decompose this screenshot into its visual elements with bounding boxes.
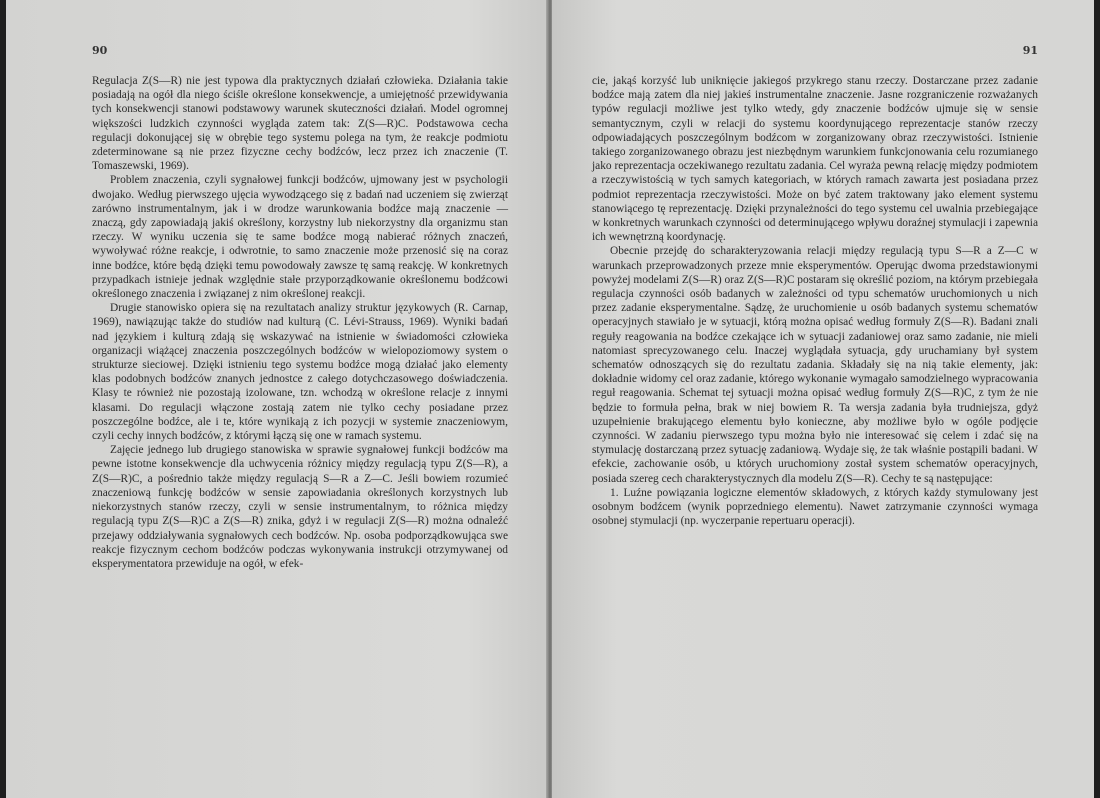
- page-number-left: 90: [92, 44, 108, 57]
- paragraph: Drugie stanowisko opiera się na rezultatach analizy struktur językowych (R. Carnap, 1969), nawiązując także do studiów nad kulturą (C. Lévi-Strauss, 1969). Wyniki badań nad językiem i kulturą zdają się wskazywać na istnienie w świadomości człowieka organizacji wiążącej znaczenia poszczególnych bodźców w wielopoziomowy system o strukturze sieciowej. Dzięki istnieniu tego systemu bodźce mogą działać jako elementy klas podobnych bodźców znanych jednostce z całego dotychczasowego doświadczenia. Klasy te również nie pozostają izolowane, tzn. wchodzą w określone relacje z innymi klasami. Do regulacji włączone zostają zatem nie tylko cechy posiadane przez poszczególne bodźce, ale i te, które wynikają z ich pozycji w systemie znaczeniowym, czyli cechy innych bodźców, z którymi łączą się one w ramach systemu.: [92, 302, 508, 443]
- right-page: [552, 0, 1094, 798]
- left-page-text: [92, 74, 508, 571]
- paragraph: Problem znaczenia, czyli sygnałowej funkcji bodźców, ujmowany jest w psychologii dwojako. Według pierwszego ujęcia wywodzącego się z badań nad uczeniem się zwierząt zarówno instrumentalnym, jak i w drodze warunkowania bodźce mają znaczenie — znaczą, gdy zapowiadają jakiś określony, korzystny lub niekorzystny dla organizmu stan rzeczy. W wyniku uczenia się te same bodźce mogą nabierać różnych znaczeń, wywoływać różne reakcje, i odwrotnie, to samo znaczenie może przenosić się na coraz inne bodźce, które będą dzięki temu powodowały zawsze tę samą reakcję. W konkretnych przypadkach istnieje jednak względnie stałe przyporządkowanie określonemu bodźcowi określonego znaczenia i związanej z nim określonej reakcji.: [92, 174, 508, 301]
- page-number-right: 91: [1022, 44, 1038, 57]
- paragraph: Zajęcie jednego lub drugiego stanowiska w sprawie sygnałowej funkcji bodźców ma pewne istotne konsekwencje dla uchwycenia różnicy między regulacją typu Z(S—R), a Z(S—R)C, a pośrednio także między regulacją S—R a Z—C. Jeśli bowiem rozumieć znaczeniową funkcję bodźców w sensie zapowiadania określonych korzystnych lub niekorzystnych stanów rzeczy, czyli w sensie instrumentalnym, to różnica między regulacją typu Z(S—R)C a Z(S—R) znika, gdyż i w regulacji Z(S—R) można odnaleźć przejawy oddziaływania sygnałowych cech bodźców. Np. osoba podporządkowująca swe reakcje fizycznym cechom bodźców podczas wykonywania instrukcji otrzymywanej od eksperymentatora przewiduje na ogół, w efek-: [92, 444, 508, 570]
- paragraph: Obecnie przejdę do scharakteryzowania relacji między regulacją typu S—R a Z—C w warunkach przeprowadzonych przeze mnie eksperymentów. Operując dwoma przedstawionymi powyżej modelami Z(S—R) oraz Z(S—R)C postaram się określić poziom, na którym przebiegała regulacja czynności osób badanych w zależności od typu schematów uruchomionych u nich przez zadanie eksperymentalne. Sądzę, że uruchomienie u osób badanych systemu schematów operacyjnych stawiało je w sytuacji, którą można opisać według formuły Z(S—R). Badani znali reguły reagowania na bodźce czekające ich w sytuacji zadaniowej oraz samo zadanie, nie mieli natomiast sprecyzowanego celu. Inaczej wyglądała sytuacja, gdy uruchamiany był system schematów odnoszących się do rezultatu zadania. Składały się na nią takie elementy, jak: dokładnie widomy cel oraz zadanie, którego wykonanie wymagało samodzielnego wypracowania reguł reagowania. Schemat tej sytuacji można opisać według formuły Z(S—R)C, z tym że nie będzie to formuła pełna, brak w niej bowiem R. Ta wersja zadania była trudniejsza, gdyż uzupełnienie brakującego elementu było konieczne, aby możliwe było w ogóle podjęcie czynności. W zadaniu pierwszego typu można było nie interesować się celem i zdać się na stymulację dostarczaną przez sytuację zadaniową. Wydaje się, że tak właśnie postąpili badani. W efekcie, zachowanie osób, u których uruchomiony został system schematów operacyjnych, posiada szereg cech charakterystycznych dla modelu Z(S—R). Cechy te są następujące:: [592, 245, 1039, 485]
- paragraph: cie, jakąś korzyść lub uniknięcie jakiegoś przykrego stanu rzeczy. Dostarczane przez zadanie bodźce mają zatem dla niej jakieś instrumentalne znaczenie. Jasne rozgraniczenie rozważanych typów regulacji możliwe jest tylko wtedy, gdy znaczenie bodźców ujmuje się w sensie semantycznym, czyli w relacji do systemu koordynującego reprezentacje stanów rzeczy odpowiadających poszczególnym bodźcom w zorganizowany obraz rzeczywistości. Istnienie takiego zorganizowanego obrazu jest niezbędnym warunkiem funkcjonowania celu rozumianego jako reprezentacja oczekiwanego rezultatu zadania. Cel wyraża pewną relację między podmiotem a rzeczywistością w tych samych kategoriach, w których ramach zawarta jest posiadana przez podmiot reprezentacja rzeczywistości. Może on być zatem traktowany jako element systemu stanowiącego tę reprezentację. Dzięki przynależności do tego systemu cel uwalnia przebiegające w konkretnych warunkach czynności od determinującego wpływu doraźnej stymulacji i zapewnia ich wewnętrzną koordynację.: [592, 75, 1038, 244]
- right-page-text: [592, 74, 1038, 529]
- paragraph: Regulacja Z(S—R) nie jest typowa dla praktycznych działań człowieka. Działania takie posiadają na ogół dla niego ściśle określone konsekwencje, a umiejętność przewidywania tych konsekwencji stanowi podstawowy warunek skuteczności działań. Model ogromnej większości ludzkich czynności wygląda zatem tak: Z(S—R)C. Podstawowa cecha regulacji dokonującej się w obrębie tego systemu polega na tym, że reakcje podmiotu zdeterminowane są nie przez fizyczne cechy bodźców, lecz przez ich znaczenie (T. Tomaszewski, 1969).: [92, 75, 508, 173]
- left-page: [6, 0, 548, 798]
- list-item: 1. Luźne powiązania logiczne elementów składowych, z których każdy stymulowany jest osobnym bodźcem (wynik poprzedniego elementu). Nawet zatrzymanie czynności wymaga osobnej stymulacji (np. wyczerpanie repertuaru operacji).: [592, 486, 1038, 528]
